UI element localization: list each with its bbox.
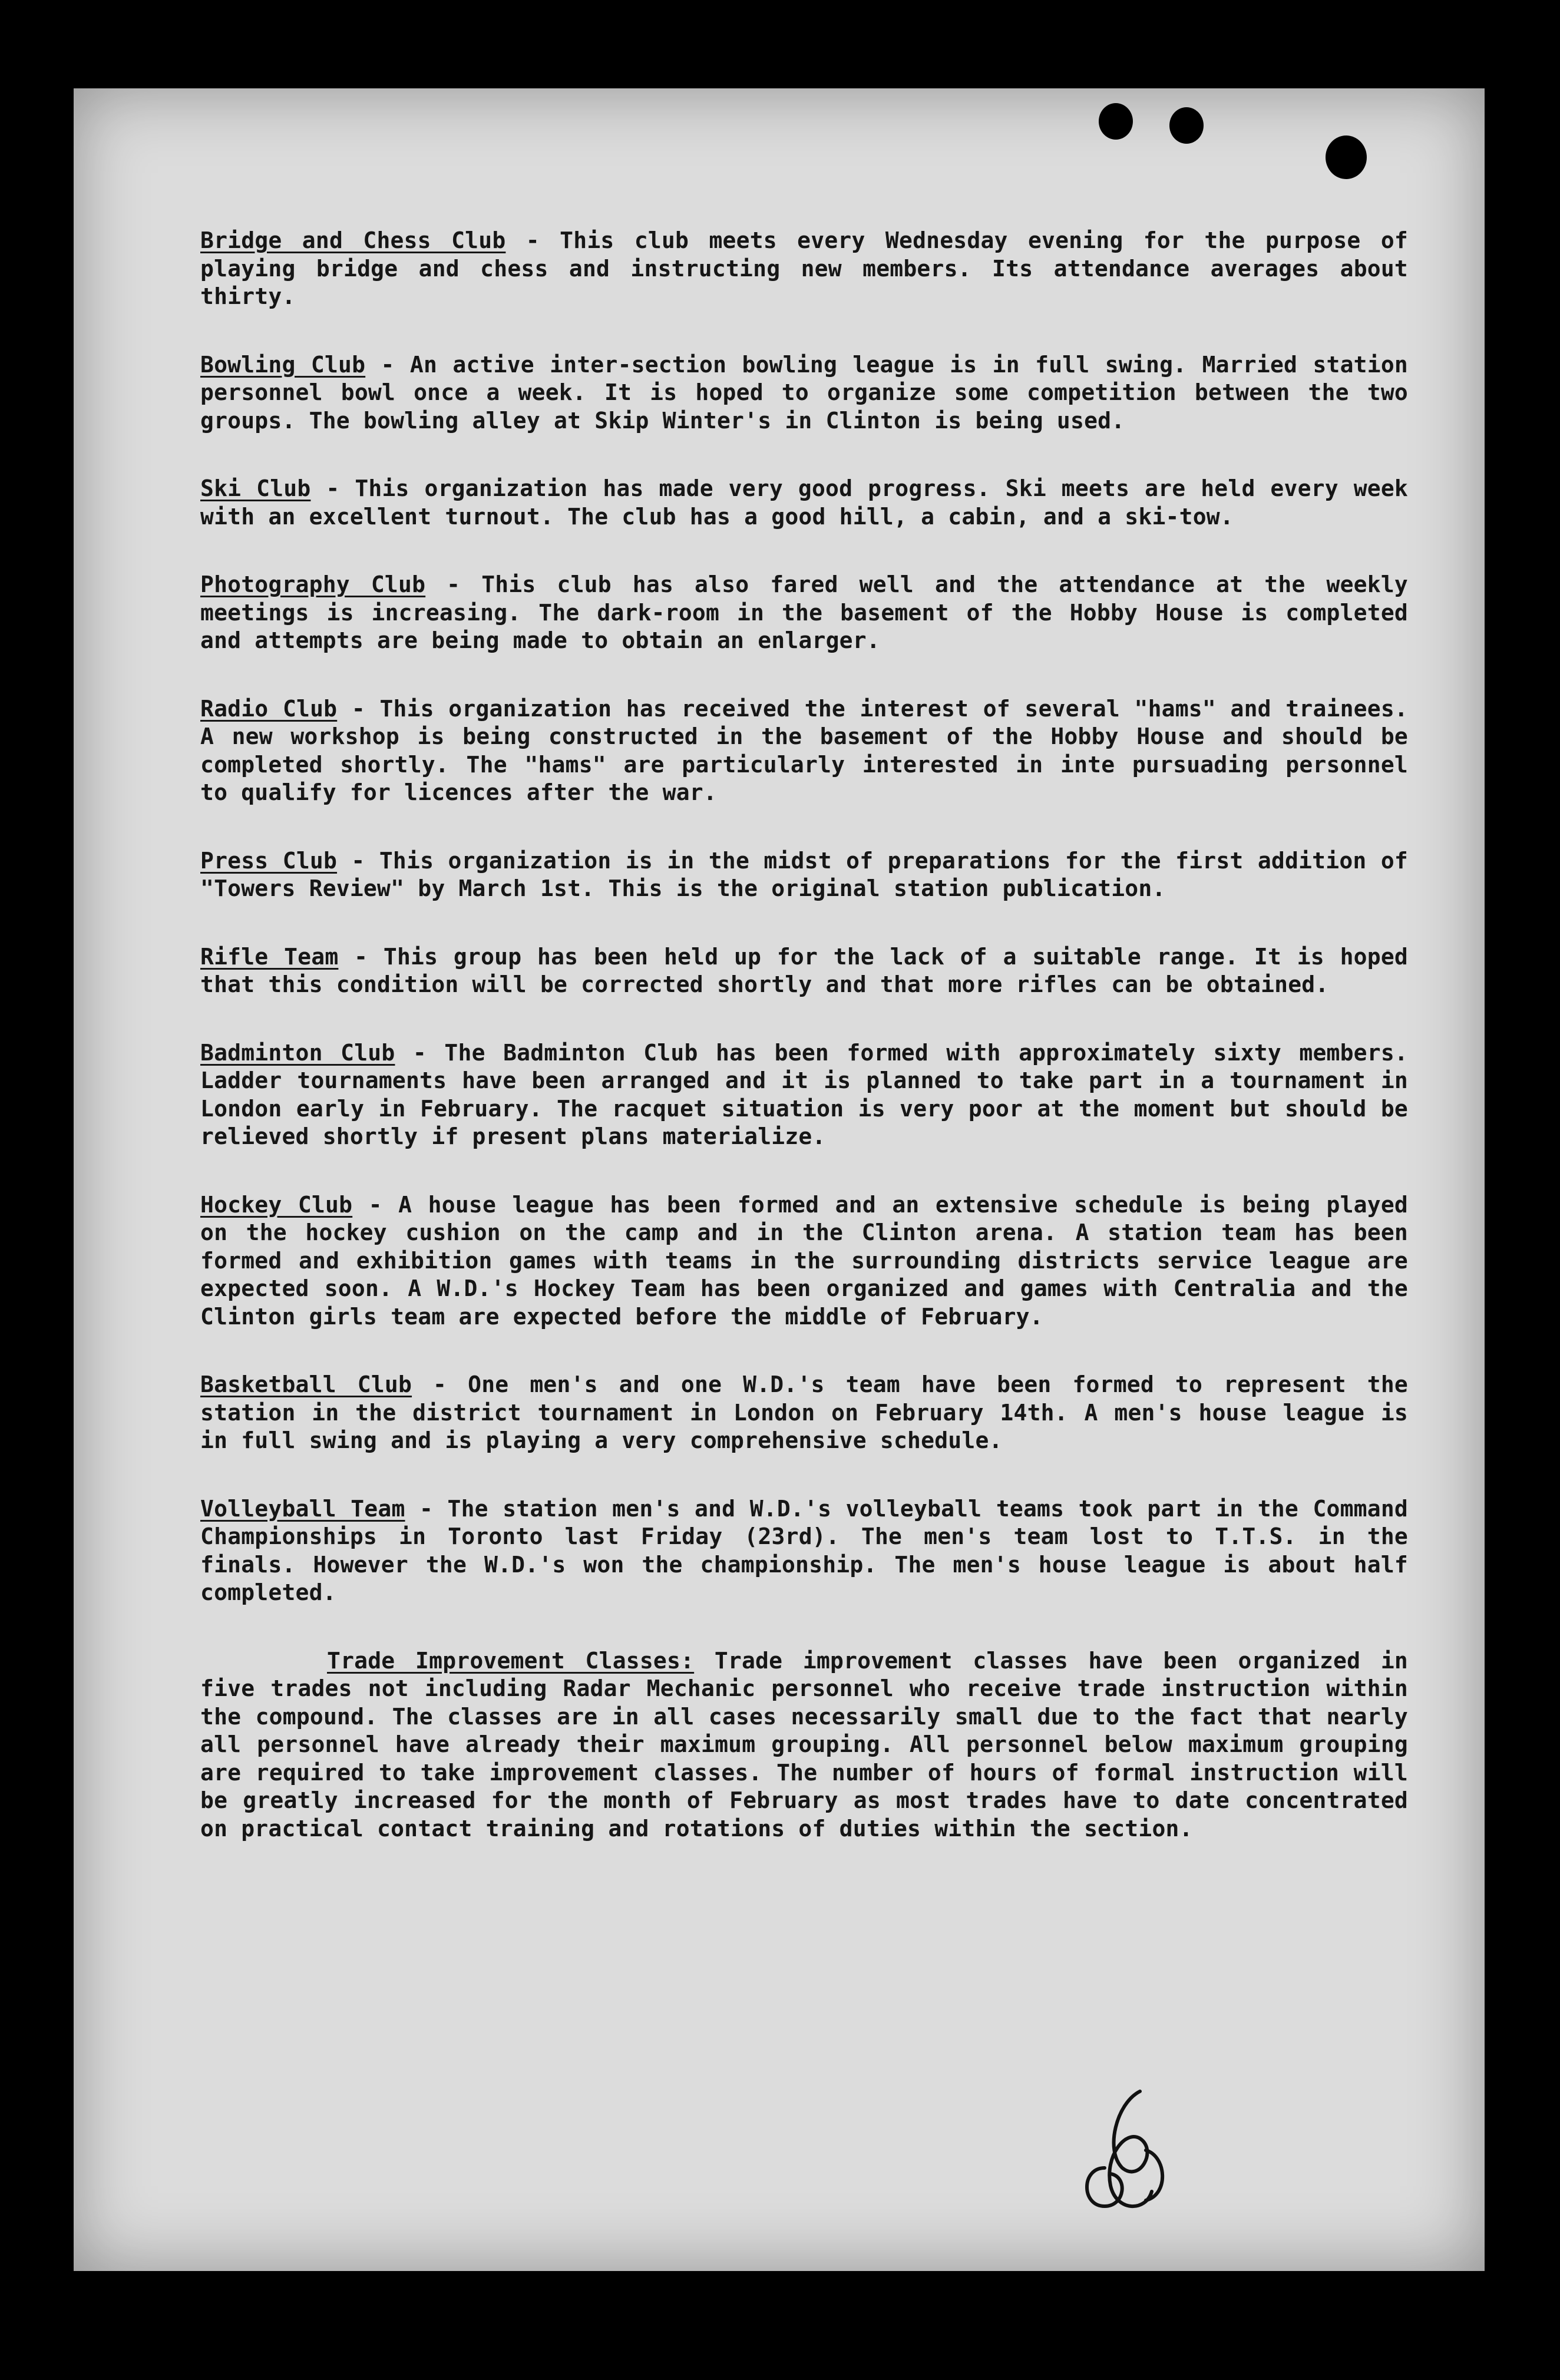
section-heading: Trade Improvement Classes:: [327, 1647, 695, 1674]
section-text: - This organization has made very good progress. Ski meets are held every week with an excellent turnout. The club has a good hill, a cabin, and a ski-tow.: [200, 475, 1409, 530]
section-text: - This club has also fared well and the attendance at the weekly meetings is increasing. The dark-room in the basement of the Hobby House is completed and attempts are being made to obtain an enlarger.: [200, 571, 1408, 653]
section-badminton-club: [200, 1039, 1408, 1151]
section-heading: Radio Club: [200, 695, 338, 722]
section-heading: Press Club: [200, 847, 338, 874]
section-press-club: [200, 847, 1408, 903]
section-text: Trade improvement classes have been organized in five trades not including Radar Mechanic personnel who receive trade instruction within the compound. The classes are in all cases necessarily small due to the fact that nearly all personnel have already their maximum grouping. All personnel below maximum grouping are required to take improvement classes. The number of hours of formal instruction will be greatly increased for the month of February as most trades have to date concentrated on practical contact training and rotations of duties within the section.: [200, 1647, 1408, 1842]
section-heading: Ski Club: [200, 475, 311, 501]
section-heading: Rifle Team: [200, 943, 339, 970]
section-heading: Volleyball Team: [200, 1495, 405, 1522]
punch-hole: [1099, 103, 1133, 140]
section-bridge-chess-club: [200, 227, 1408, 311]
section-text: - The station men's and W.D.'s volleyball teams took part in the Command Championships in Toronto last Friday (23rd). The men's team lost to T.T.S. in the finals. However the W.D.'s won the championship. The men's house league is about half completed.: [200, 1495, 1408, 1605]
section-heading: Badminton Club: [200, 1039, 395, 1066]
punch-hole: [1326, 135, 1367, 179]
document-page: [74, 88, 1485, 2271]
section-text: - This group has been held up for the lack of a suitable range. It is hoped that this condition will be corrected shortly and that more rifles can be obtained.: [200, 943, 1408, 997]
section-text: - An active inter-section bowling league is in full swing. Married station personnel bowl once a week. It is hoped to organize some competition between the two groups. The bowling alley at Skip Winter's in Clinton is being used.: [200, 351, 1408, 434]
section-radio-club: [200, 695, 1408, 807]
section-heading: Photography Club: [200, 571, 426, 597]
section-photography-club: [200, 571, 1408, 655]
section-text: - One men's and one W.D.'s team have been formed to represent the station in the district tournament in London on February 14th. A men's house league is in full swing and is playing a very comprehensive schedule.: [200, 1371, 1408, 1453]
section-volleyball-team: [200, 1495, 1408, 1607]
document-body: [200, 227, 1408, 1883]
section-heading: Bridge and Chess Club: [200, 227, 506, 253]
section-heading: Bowling Club: [200, 351, 366, 378]
section-rifle-team: [200, 943, 1408, 999]
section-trade-improvement-classes: [200, 1647, 1408, 1843]
handwritten-signature: [1069, 2080, 1181, 2221]
section-text: - This club meets every Wednesday evening for the purpose of playing bridge and chess and instructing new members. Its attendance averages about thirty.: [200, 227, 1408, 309]
section-ski-club: [200, 475, 1408, 531]
section-text: - The Badminton Club has been formed with approximately sixty members. Ladder tournaments have been arranged and it is planned to take part in a tournament in London early in February. The racquet situation is very poor at the moment but should be relieved shortly if present plans materialize.: [200, 1039, 1408, 1149]
section-heading: Hockey Club: [200, 1191, 353, 1218]
section-basketball-club: [200, 1371, 1408, 1455]
section-bowling-club: [200, 351, 1408, 435]
section-text: - This organization has received the interest of several "hams" and trainees. A new workshop is being constructed in the basement of the Hobby House and should be completed shortly. The "hams" are particularly interested in inte pursuading personnel to qualify for licences after the war.: [200, 695, 1408, 805]
section-text: - A house league has been formed and an extensive schedule is being played on the hockey cushion on the camp and in the Clinton arena. A station team has been formed and exhibition games with teams in the surrounding districts service league are expected soon. A W.D.'s Hockey Team has been organized and games with Centralia and the Clinton girls team are expected before the middle of February.: [200, 1191, 1408, 1330]
section-hockey-club: [200, 1191, 1408, 1331]
section-text: - This organization is in the midst of preparations for the first addition of "Towers Review" by March 1st. This is the original station publication.: [200, 847, 1408, 901]
punch-hole: [1169, 107, 1204, 144]
section-heading: Basketball Club: [200, 1371, 412, 1397]
